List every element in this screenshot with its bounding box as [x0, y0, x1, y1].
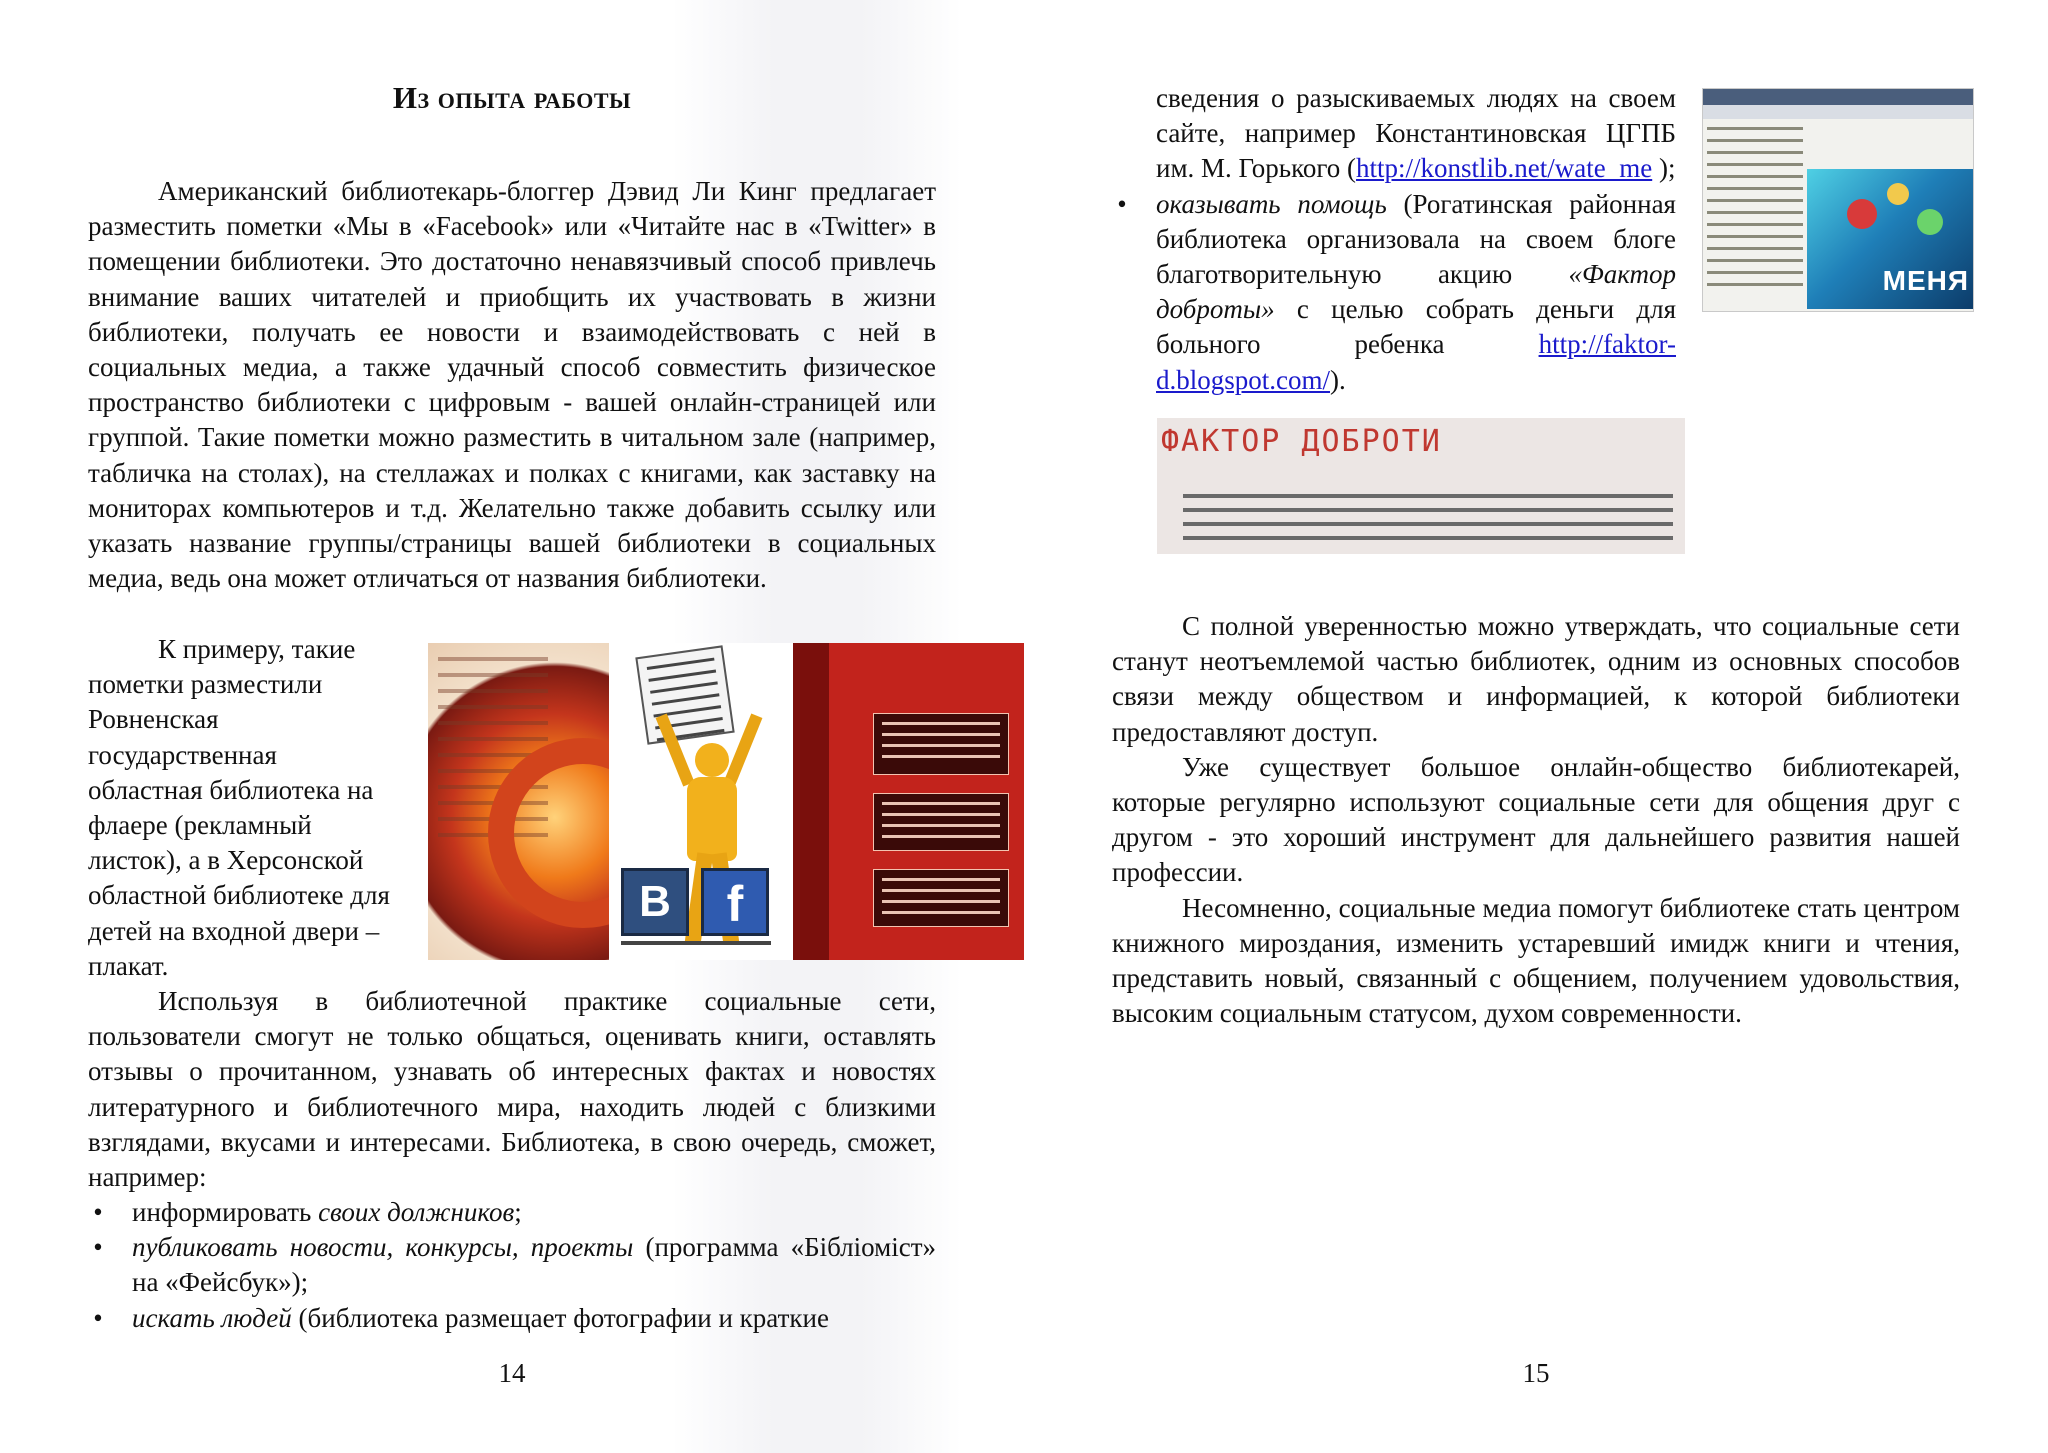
bullet-list: [88, 1195, 936, 1336]
list-item: • оказывать помощь (Рогатинская районная библиотека организовала на своем блоге благотворительную акцию «Фактор доброты» с целью собрать деньги для больного ребенка http://faktor-d.blogspot.com/).: [1117, 188, 1676, 395]
page-title: Из опыта работы: [392, 80, 632, 115]
paragraph-intro: Американский библиотекарь-блоггер Дэвид Ли Кинг предлагает разместить пометки «Мы в «Facebook» или «Читайте нас в «Twitter» в помещении библиотеки. Это достаточно ненавязчивый способ привлечь внимание ваших читателей и приобщить их участвовать в жизни библиотеки, получать ее новости и взаимодействовать с ней в социальных медиа, а также удачный способ совместить физическое пространство библиотеки с цифровым - вашей онлайн-страницей или группой. Такие пометки можно разместить в читальном зале (например, табличка на столах), на стеллажах и полках с книгами, как заставку на мониторах компьютеров и т.д. Желательно также добавить ссылку или указать название группы/страницы вашей библиотеки в социальных медиа, ведь она может отличаться от названия библиотеки.: [88, 176, 936, 594]
person-figure: [695, 743, 729, 777]
paragraph-conclusion-1: С полной уверенностью можно утверждать, что социальные сети станут неотъемлемой частью библиотек, одним из основных способов связи между обществом и информацией, к которой библиотеки предоставляют доступ.: [1112, 611, 1960, 747]
sign-illustration: [635, 645, 734, 744]
facebook-icon: f: [701, 868, 769, 936]
paragraph-example: К примеру, такие пометки разместили Ровненская государственная областная библиотека на флаере (рекламный листок), а в Херсонской областной библиотеке для детей на входной двери – плакат.: [88, 634, 390, 981]
faktor-dobroti-banner-image: [1157, 418, 1685, 554]
banner-title: ФАКТОР ДОБРОТИ: [1161, 424, 1442, 459]
page-14: [88, 0, 936, 1453]
list-item: • искать людей (библиотека размещает фотографии и краткие: [93, 1302, 829, 1333]
paragraph-usage: Используя в библиотечной практике социальные сети, пользователи смогут не только общаться, оценивать книги, оставлять отзывы о прочитанном, узнавать об интересных фактах и новостях литературного и библиотечного мира, находить людей с близкими взглядами, вкусами и интересами. Библиотека, в свою очередь, сможет, например:: [88, 986, 936, 1193]
page-number: 14: [498, 1358, 526, 1388]
flyer-left-panel: [428, 643, 609, 960]
list-item: • информировать своих должников;: [93, 1197, 522, 1227]
page-15: [1112, 0, 1969, 1453]
konstlib-link[interactable]: http://konstlib.net/wate_me: [1355, 153, 1653, 184]
flyer-center-panel: [609, 643, 793, 960]
paragraph-conclusion-2: Уже существует большое онлайн-общество библиотекарей, которые регулярно используют социальные сети для общения друг с другом - это хороший инструмент для дальнейшего развития нашей профессии.: [1112, 751, 1960, 888]
vk-icon: B: [621, 868, 689, 936]
flyer-right-panel: [793, 643, 1024, 960]
bullet-list-right: [1112, 187, 1676, 398]
site-banner: МЕНЯ: [1807, 169, 1973, 309]
library-flyer-image: [428, 643, 1024, 960]
website-screenshot-image: [1702, 88, 1974, 312]
list-item: • публиковать новости, конкурсы, проекты (программа «Бібліоміст» на «Фейсбук»);: [93, 1232, 936, 1298]
continuation-text: сведения о разыскиваемых людях на своем сайте, например Константиновская ЦГПБ им. М. Горького (http://konstlib.net/wate_me );: [1156, 83, 1676, 184]
faktor-link[interactable]: http://faktor-d.blogspot.com/: [1156, 329, 1676, 395]
paragraph-conclusion-3: Несомненно, социальные медиа помогут библиотеке стать центром книжного мироздания, изменить устаревший имидж книги и чтения, представить новый, связанный с общением, получением удовольствия, высоким социальным статусом, духом современности.: [1112, 892, 1960, 1029]
page-number: 15: [1522, 1358, 1550, 1388]
